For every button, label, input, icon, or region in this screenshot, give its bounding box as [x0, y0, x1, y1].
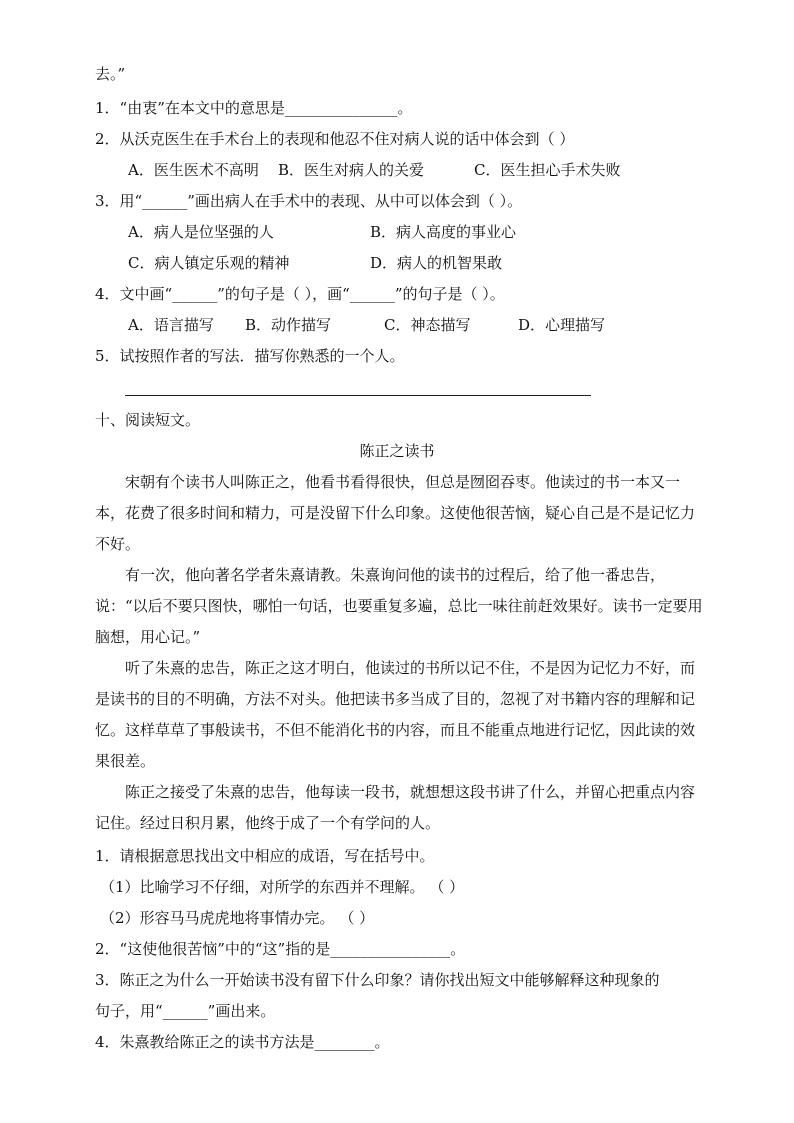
question-3-options-row1: [128, 217, 704, 248]
reading-question-4: 4．朱熹教给陈正之的读书方法是________。: [95, 1033, 390, 1051]
reading-question-2: 2．“这使他很苦恼”中的“这”指的是________________。: [95, 940, 466, 958]
question-5: 5．试按照作者的写法．描写你熟悉的一个人。: [95, 347, 405, 365]
option-a: A．语言描写: [128, 316, 214, 334]
question-1: 1．“由衷”在本文中的意思是_______________。: [95, 99, 413, 117]
reading-question-3-line2: 句子，用“______”画出来。: [95, 1002, 276, 1020]
passage-title: 陈正之读书: [359, 442, 435, 460]
option-c: C．神态描写: [384, 316, 471, 334]
option-b: B．病人高度的事业心: [370, 223, 517, 241]
passage-fragment: 去。”: [95, 65, 126, 83]
passage-paragraph-1: 宋朝有个读书人叫陈正之，他看书看得很快，但总是囫囵吞枣。他读过的书一本又一本，花费了很多时间和精力，可是没留下什么印象。这使他很苦恼，疑心自己是不是记忆力不好。: [95, 473, 696, 553]
option-a: A．医生医术不高明: [128, 161, 259, 179]
question-2-options: [128, 155, 704, 186]
option-d: D．心理描写: [518, 316, 606, 334]
option-b: B．医生对病人的关爱: [278, 161, 425, 179]
option-d: D．病人的机智果敢: [370, 254, 503, 272]
question-2: 2．从沃克医生在手术台上的表现和他忍不住对病人说的话中体会到（ ）: [95, 130, 575, 148]
option-b: B．动作描写: [245, 316, 332, 334]
passage-paragraph-2: 有一次，他向著名学者朱熹请教。朱熹询问他的读书的过程后，给了他一番忠告，说：“以后不要只图快，哪怕一句话，也要重复多遍，总比一味往前赶效果好。读书一定要用脑想，用心记。”: [95, 566, 703, 646]
passage-paragraph-3: 听了朱熹的忠告，陈正之这才明白，他读过的书所以记不住，不是因为记忆力不好，而是读书的目的不明确，方法不对头。他把读书多当成了目的，忽视了对书籍内容的理解和记忆。这样草草了事般读书，不但不能消化书的内容，而且不能重点地进行记忆，因此读的效果很差。: [95, 659, 696, 770]
question-4: 4．文中画“______”的句子是（ ），画“______”的句子是（ ）。: [95, 285, 505, 303]
reading-question-3-line1: 3．陈正之为什么一开始读书没有留下什么印象？请你找出短文中能够解释这种现象的: [95, 971, 660, 989]
question-4-options: [128, 310, 704, 341]
question-3-options-row2: [128, 248, 704, 279]
option-c: C．医生担心手术失败: [474, 161, 621, 179]
answer-line: [125, 395, 591, 396]
option-a: A．病人是位坚强的人: [128, 223, 274, 241]
reading-question-1: 1．请根据意思找出文中相应的成语，写在括号中。: [95, 847, 435, 865]
question-3: 3．用“______”画出病人在手术中的表现、从中可以体会到（ ）。: [95, 192, 523, 210]
reading-question-1b: （2）形容马马虎虎地将事情办完。 （ ）: [100, 909, 375, 927]
reading-question-1a: （1）比喻学习不仔细，对所学的东西并不理解。 （ ）: [100, 878, 465, 896]
section-heading: 十、阅读短文。: [95, 411, 201, 429]
passage-paragraph-4: 陈正之接受了朱熹的忠告，他每读一段书，就想想这段书讲了什么，并留心把重点内容记住。经过日积月累，他终于成了一个有学问的人。: [95, 783, 696, 832]
option-c: C．病人镇定乐观的精神: [128, 254, 290, 272]
